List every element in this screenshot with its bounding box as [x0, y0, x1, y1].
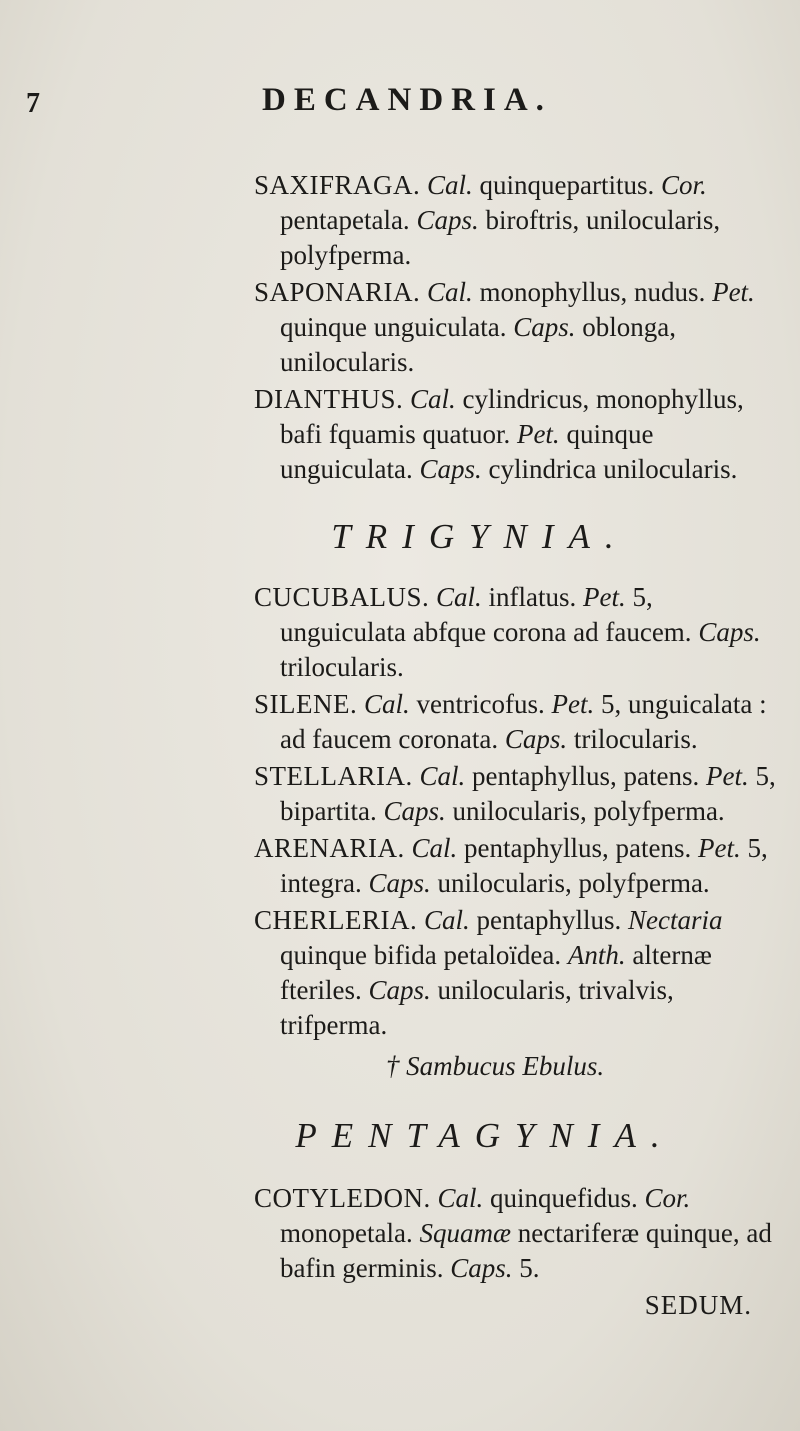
trigynia-entries	[254, 580, 776, 1043]
character-label: Pet.	[583, 582, 626, 612]
genus-name: CHERLERIA.	[254, 905, 418, 935]
description-text: pentaphyllus.	[469, 905, 628, 935]
character-label: Cal.	[419, 761, 466, 791]
character-label: Pet.	[551, 689, 595, 719]
description-text: pentaphyllus, patens.	[457, 833, 698, 863]
description-text: oblonga, unilocularis.	[280, 312, 676, 377]
character-label: Cor.	[661, 170, 707, 200]
description-text: pentapetala.	[280, 205, 417, 235]
pentagynia-entries	[254, 1181, 776, 1286]
cross-reference-note: † Sambucus Ebulus.	[385, 1051, 605, 1081]
character-label: Cal.	[436, 582, 482, 612]
character-label: Caps.	[450, 1253, 513, 1283]
description-text: cylindrica unilocularis.	[481, 454, 738, 484]
body-text	[254, 168, 776, 1323]
description-text: 5.	[512, 1253, 540, 1283]
genus-name: SILENE.	[254, 689, 358, 719]
genus-name: DIANTHUS.	[254, 384, 404, 414]
character-label: Cal.	[410, 384, 456, 414]
description-text: 5, unguiculata abfque corona ad faucem.	[280, 582, 699, 647]
description-text: trilocularis.	[280, 652, 404, 682]
genus-name: ARENARIA.	[254, 833, 405, 863]
genus-entry	[254, 759, 776, 829]
section-heading-trigynia: TRIGYNIA.	[331, 517, 629, 556]
character-label: Cal.	[437, 1183, 484, 1213]
genus-entry	[254, 687, 776, 757]
description-text: pentaphyllus, patens.	[465, 761, 706, 791]
genus-entry	[254, 831, 776, 901]
character-label: Cal.	[363, 689, 410, 719]
character-label: Pet.	[705, 761, 749, 791]
character-label: Caps.	[419, 454, 482, 484]
genus-entry	[254, 382, 776, 487]
description-text: quinque unguiculata.	[280, 312, 514, 342]
genus-name: COTYLEDON.	[254, 1183, 431, 1213]
description-text: quinquepartitus.	[472, 170, 662, 200]
character-label: Cal.	[427, 170, 473, 200]
character-label: Pet.	[712, 277, 755, 307]
character-label: Anth.	[567, 940, 626, 970]
character-label: Cal.	[427, 277, 473, 307]
description-text: cylindricus, monophyllus, bafi fquamis quatuor.	[280, 384, 744, 449]
description-text: ventricofus.	[409, 689, 552, 719]
character-label: Caps.	[368, 868, 431, 898]
character-label: Caps.	[383, 796, 446, 826]
character-label: Squamæ	[419, 1218, 511, 1248]
genus-name: CUCUBALUS.	[254, 582, 430, 612]
character-label: Caps.	[504, 724, 568, 754]
description-text: unilocularis, polyfperma.	[445, 796, 725, 826]
genus-entry	[254, 1181, 776, 1286]
genus-name: SAXIFRAGA.	[254, 170, 421, 200]
page-number: 7	[26, 88, 40, 119]
character-label: Caps.	[416, 205, 479, 235]
character-label: Cal.	[424, 905, 470, 935]
genus-name: STELLARIA.	[254, 761, 413, 791]
description-text: unilocularis, polyfperma.	[430, 868, 710, 898]
description-text	[357, 689, 364, 719]
character-label: Caps.	[513, 312, 576, 342]
character-label: Cor.	[644, 1183, 691, 1213]
description-text	[417, 905, 424, 935]
description-text: 5, unguicalata : ad faucem coronata.	[280, 689, 767, 754]
description-text: trilocularis.	[567, 724, 698, 754]
character-label: Cal.	[411, 833, 458, 863]
description-text: quinque bifida petaloïdea.	[280, 940, 568, 970]
running-head: DECANDRIA.	[262, 82, 552, 118]
description-text: monopetala.	[280, 1218, 420, 1248]
character-label: Caps.	[698, 617, 761, 647]
description-text: unilocularis, trivalvis, trifperma.	[280, 975, 674, 1040]
description-text: inflatus.	[481, 582, 584, 612]
genus-entry	[254, 580, 776, 685]
genus-entry	[254, 903, 776, 1043]
catchword: SEDUM.	[644, 1290, 752, 1320]
decandria-digynia-entries	[254, 168, 776, 487]
description-text: 5, integra.	[280, 833, 768, 898]
description-text	[405, 833, 412, 863]
description-text: biroftris, unilocularis, polyfperma.	[280, 205, 721, 270]
character-label: Caps.	[368, 975, 431, 1005]
page-header	[0, 82, 800, 126]
genus-name: SAPONARIA.	[254, 277, 421, 307]
description-text: nectariferæ quinque, ad bafin germinis.	[280, 1218, 772, 1283]
description-text: alternæ fteriles.	[280, 940, 712, 1005]
description-text: quinquefidus.	[483, 1183, 645, 1213]
description-text: monophyllus, nudus.	[472, 277, 713, 307]
genus-entry	[254, 275, 776, 380]
section-heading-pentagynia: PENTAGYNIA.	[295, 1116, 675, 1155]
character-label: Pet.	[516, 419, 560, 449]
description-text: 5, bipartita.	[280, 761, 776, 826]
description-text: quinque unguiculata.	[280, 419, 654, 484]
genus-entry	[254, 168, 776, 273]
character-label: Nectaria	[628, 905, 723, 935]
description-text	[403, 384, 410, 414]
character-label: Pet.	[697, 833, 741, 863]
